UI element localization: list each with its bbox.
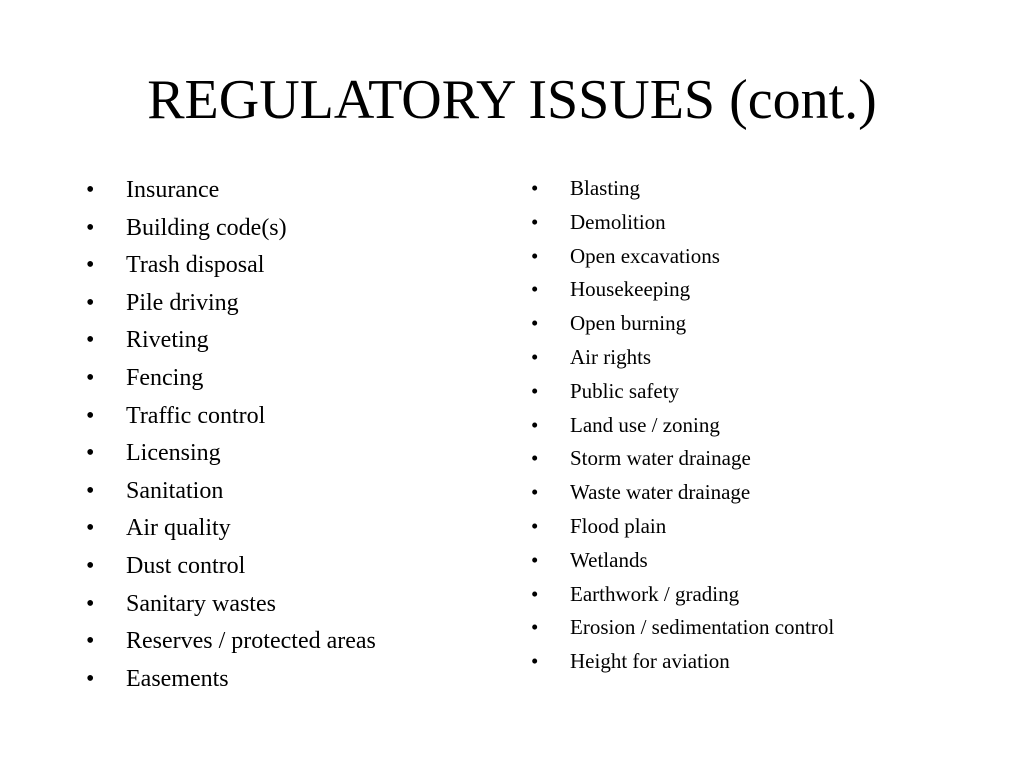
list-item-text: Housekeeping [570, 277, 691, 302]
list-item [86, 661, 376, 699]
list-item-text: Height for aviation [570, 649, 730, 674]
bullet-icon: • [86, 440, 95, 467]
slide-title: REGULATORY ISSUES (cont.) [147, 69, 877, 131]
bullet-icon: • [531, 209, 539, 234]
list-item-text: Dust control [126, 552, 246, 579]
list-item-text: Sanitation [126, 477, 224, 504]
list-item [86, 435, 376, 473]
bullet-icon: • [531, 344, 539, 369]
bullet-icon: • [531, 378, 539, 403]
list-item [86, 285, 376, 323]
bullet-icon: • [531, 446, 539, 471]
left-bullet-list [86, 172, 376, 698]
list-item-text: Blasting [570, 176, 641, 200]
list-item [531, 611, 834, 645]
list-item-text: Trash disposal [126, 252, 265, 279]
list-item [531, 307, 834, 341]
list-item [531, 341, 834, 375]
list-item-text: Fencing [126, 364, 204, 391]
list-item-text: Licensing [126, 440, 221, 467]
bullet-icon: • [86, 665, 95, 692]
list-item [531, 240, 834, 274]
bullet-icon: • [531, 277, 539, 302]
list-item [86, 548, 376, 586]
list-item [86, 210, 376, 248]
list-item [531, 578, 834, 612]
list-item [531, 510, 834, 544]
list-item-text: Building code(s) [126, 214, 287, 241]
bullet-icon: • [86, 327, 95, 354]
list-item-text: Open excavations [570, 243, 720, 268]
bullet-icon: • [531, 243, 539, 268]
list-item-text: Reserves / protected areas [126, 628, 376, 655]
list-item-text: Air rights [570, 344, 652, 369]
bullet-icon: • [86, 552, 95, 579]
list-item-text: Demolition [570, 209, 666, 234]
list-item [86, 172, 376, 210]
list-item-text: Air quality [126, 515, 231, 542]
list-item [531, 645, 834, 679]
list-item-text: Flood plain [570, 513, 667, 538]
bullet-icon: • [531, 311, 539, 336]
list-item [531, 375, 834, 409]
list-item-text: Public safety [570, 378, 680, 403]
list-item-text: Earthwork / grading [570, 581, 740, 606]
bullet-icon: • [531, 480, 539, 505]
list-item-text: Riveting [126, 327, 209, 354]
bullet-icon: • [86, 289, 95, 316]
bullet-icon: • [531, 176, 539, 200]
list-item [86, 473, 376, 511]
list-item-text: Land use / zoning [570, 412, 720, 437]
list-item-text: Insurance [126, 177, 220, 203]
bullet-icon: • [86, 628, 95, 655]
list-item [531, 544, 834, 578]
list-item-text: Traffic control [126, 402, 266, 429]
list-item-text: Sanitary wastes [126, 590, 276, 617]
bullet-icon: • [531, 615, 539, 640]
bullet-icon: • [531, 513, 539, 538]
bullet-icon: • [531, 649, 539, 674]
list-item [86, 623, 376, 661]
list-item [86, 398, 376, 436]
list-item-text: Easements [126, 665, 229, 692]
list-item [531, 172, 834, 206]
list-item [86, 360, 376, 398]
list-item [531, 273, 834, 307]
list-item [86, 586, 376, 624]
list-item-text: Wetlands [570, 547, 648, 572]
list-item [86, 322, 376, 360]
list-item [86, 247, 376, 285]
right-bullet-list [531, 172, 834, 679]
bullet-icon: • [531, 547, 539, 572]
list-item [531, 476, 834, 510]
list-item-text: Erosion / sedimentation control [570, 615, 835, 640]
bullet-icon: • [531, 581, 539, 606]
list-item [531, 409, 834, 443]
list-item-text: Storm water drainage [570, 446, 751, 471]
list-item-text: Pile driving [126, 289, 239, 316]
list-item [86, 510, 376, 548]
bullet-icon: • [531, 412, 539, 437]
bullet-icon: • [86, 364, 95, 391]
list-item-text: Waste water drainage [570, 480, 751, 505]
bullet-icon: • [86, 402, 95, 429]
bullet-icon: • [86, 214, 95, 241]
bullet-icon: • [86, 252, 95, 279]
bullet-icon: • [86, 477, 95, 504]
bullet-icon: • [86, 590, 95, 617]
list-item-text: Open burning [570, 311, 687, 336]
bullet-icon: • [86, 515, 95, 542]
bullet-icon: • [86, 177, 95, 203]
list-item [531, 442, 834, 476]
list-item [531, 206, 834, 240]
